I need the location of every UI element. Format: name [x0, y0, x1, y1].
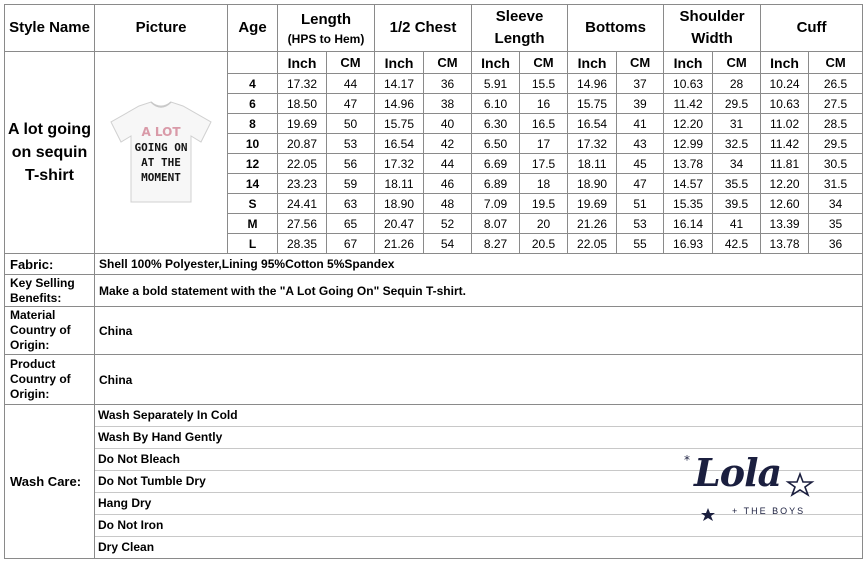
product-origin-value: China [95, 355, 863, 405]
measurement-cell-bottoms-in: 17.32 [568, 134, 617, 154]
unit-inch: Inch [472, 52, 520, 74]
wash-care-item: Dry Clean [98, 540, 155, 554]
measurement-cell-cuff-cm: 26.5 [809, 74, 863, 94]
wash-care-item: Wash Separately In Cold [95, 405, 862, 427]
measurement-cell-sleeve-in: 6.30 [472, 114, 520, 134]
measurement-cell-bottoms-in: 18.11 [568, 154, 617, 174]
material-origin-label: Material Country of Origin: [5, 307, 95, 355]
size-label: 6 [228, 94, 278, 114]
measurement-cell-sleeve-in: 8.27 [472, 234, 520, 254]
header-chest: 1/2 Chest [375, 5, 472, 52]
measurement-cell-sleeve-cm: 16.5 [520, 114, 568, 134]
tshirt-text-line2: GOING ON [134, 140, 188, 154]
measurement-cell-sleeve-in: 6.89 [472, 174, 520, 194]
measurement-cell-shoulder-cm: 41 [713, 214, 761, 234]
measurement-cell-shoulder-cm: 29.5 [713, 94, 761, 114]
measurement-cell-chest-in: 18.90 [375, 194, 424, 214]
asterisk-icon: * [684, 453, 690, 467]
measurement-cell-shoulder-in: 13.78 [664, 154, 713, 174]
header-age: Age [228, 5, 278, 52]
small-star-icon [701, 508, 715, 521]
measurement-cell-bottoms-in: 22.05 [568, 234, 617, 254]
measurement-cell-cuff-cm: 27.5 [809, 94, 863, 114]
wash-care-item: Do Not Bleach [95, 449, 862, 471]
measurement-cell-chest-in: 18.11 [375, 174, 424, 194]
header-length-label: Length [301, 11, 351, 28]
measurement-cell-bottoms-in: 14.96 [568, 74, 617, 94]
measurement-cell-cuff-in: 10.63 [761, 94, 809, 114]
measurement-cell-shoulder-in: 16.93 [664, 234, 713, 254]
unit-cm: CM [520, 52, 568, 74]
size-label: S [228, 194, 278, 214]
measurement-cell-bottoms-cm: 45 [617, 154, 664, 174]
material-origin-row [5, 307, 863, 355]
measurement-cell-bottoms-in: 21.26 [568, 214, 617, 234]
measurement-cell-bottoms-in: 16.54 [568, 114, 617, 134]
size-label: 8 [228, 114, 278, 134]
measurement-cell-len-cm: 67 [327, 234, 375, 254]
measurement-cell-shoulder-cm: 32.5 [713, 134, 761, 154]
measurement-cell-shoulder-cm: 34 [713, 154, 761, 174]
measurement-cell-chest-cm: 52 [424, 214, 472, 234]
size-label: 10 [228, 134, 278, 154]
measurement-cell-chest-in: 16.54 [375, 134, 424, 154]
measurement-cell-len-cm: 56 [327, 154, 375, 174]
wash-care-item: Wash By Hand Gently [95, 427, 862, 449]
measurement-cell-chest-cm: 36 [424, 74, 472, 94]
product-origin-row [5, 355, 863, 405]
size-label: 14 [228, 174, 278, 194]
wash-care-item: Do Not Iron [95, 515, 862, 537]
measurement-cell-cuff-in: 11.02 [761, 114, 809, 134]
measurement-cell-len-cm: 65 [327, 214, 375, 234]
header-length [278, 5, 375, 52]
header-bottoms: Bottoms [568, 5, 664, 52]
unit-cm: CM [424, 52, 472, 74]
measurement-cell-shoulder-cm: 35.5 [713, 174, 761, 194]
measurement-cell-sleeve-in: 8.07 [472, 214, 520, 234]
fabric-label: Fabric: [5, 254, 95, 275]
measurement-cell-cuff-cm: 29.5 [809, 134, 863, 154]
unit-inch: Inch [664, 52, 713, 74]
brand-logo [680, 450, 820, 525]
size-label: M [228, 214, 278, 234]
measurement-cell-len-in: 27.56 [278, 214, 327, 234]
unit-cm: CM [809, 52, 863, 74]
measurement-cell-len-in: 23.23 [278, 174, 327, 194]
measurement-cell-sleeve-cm: 16 [520, 94, 568, 114]
unit-inch: Inch [375, 52, 424, 74]
wash-care-item: Hang Dry [95, 493, 862, 515]
tshirt-text-line4: MOMENT [141, 170, 181, 184]
measurement-cell-shoulder-in: 10.63 [664, 74, 713, 94]
measurement-cell-bottoms-in: 18.90 [568, 174, 617, 194]
measurement-cell-bottoms-cm: 53 [617, 214, 664, 234]
unit-row [5, 52, 863, 74]
tshirt-image [101, 98, 221, 208]
measurement-cell-cuff-in: 11.42 [761, 134, 809, 154]
fabric-value: Shell 100% Polyester,Lining 95%Cotton 5%Spandex [95, 254, 863, 275]
measurement-cell-cuff-in: 13.39 [761, 214, 809, 234]
star-icon [788, 474, 812, 495]
benefits-label: Key Selling Benefits: [5, 275, 95, 307]
measurement-cell-chest-cm: 44 [424, 154, 472, 174]
header-length-sub: (HPS to Hem) [287, 32, 365, 46]
fabric-row [5, 254, 863, 275]
measurement-cell-cuff-cm: 28.5 [809, 114, 863, 134]
header-picture: Picture [95, 5, 228, 52]
measurement-cell-cuff-in: 11.81 [761, 154, 809, 174]
benefits-row [5, 275, 863, 307]
unit-inch: Inch [568, 52, 617, 74]
measurement-cell-cuff-in: 10.24 [761, 74, 809, 94]
measurement-cell-len-in: 20.87 [278, 134, 327, 154]
measurement-cell-len-cm: 50 [327, 114, 375, 134]
measurement-cell-sleeve-in: 5.91 [472, 74, 520, 94]
picture-cell [95, 52, 228, 254]
style-name-cell: A lot going on sequin T-shirt [5, 52, 95, 254]
measurement-cell-shoulder-in: 15.35 [664, 194, 713, 214]
measurement-cell-cuff-cm: 31.5 [809, 174, 863, 194]
measurement-cell-sleeve-cm: 15.5 [520, 74, 568, 94]
measurement-cell-chest-in: 14.17 [375, 74, 424, 94]
measurement-cell-len-cm: 47 [327, 94, 375, 114]
measurement-cell-cuff-cm: 30.5 [809, 154, 863, 174]
measurement-cell-sleeve-in: 6.50 [472, 134, 520, 154]
measurement-cell-len-in: 28.35 [278, 234, 327, 254]
measurement-cell-chest-cm: 54 [424, 234, 472, 254]
logo-tagline: + THE BOYS [732, 506, 806, 516]
wash-care-label: Wash Care: [5, 405, 95, 559]
measurement-cell-chest-in: 17.32 [375, 154, 424, 174]
measurement-cell-len-in: 17.32 [278, 74, 327, 94]
measurement-cell-sleeve-cm: 19.5 [520, 194, 568, 214]
measurement-cell-shoulder-in: 12.99 [664, 134, 713, 154]
header-shoulder: Shoulder Width [664, 5, 761, 52]
measurement-cell-bottoms-cm: 47 [617, 174, 664, 194]
unit-cm: CM [327, 52, 375, 74]
unit-inch: Inch [278, 52, 327, 74]
measurement-cell-bottoms-cm: 39 [617, 94, 664, 114]
measurement-cell-sleeve-in: 7.09 [472, 194, 520, 214]
measurement-cell-chest-cm: 42 [424, 134, 472, 154]
measurement-cell-chest-in: 15.75 [375, 114, 424, 134]
measurement-cell-shoulder-in: 16.14 [664, 214, 713, 234]
measurement-cell-len-in: 24.41 [278, 194, 327, 214]
measurement-cell-cuff-in: 13.78 [761, 234, 809, 254]
measurement-cell-shoulder-in: 11.42 [664, 94, 713, 114]
measurement-cell-bottoms-cm: 51 [617, 194, 664, 214]
header-sleeve: Sleeve Length [472, 5, 568, 52]
tshirt-text-line1: A LOT [141, 124, 181, 139]
measurement-cell-len-in: 19.69 [278, 114, 327, 134]
measurement-cell-shoulder-cm: 39.5 [713, 194, 761, 214]
wash-care-item: Do Not Tumble Dry [95, 471, 862, 493]
size-label: 12 [228, 154, 278, 174]
measurement-cell-sleeve-cm: 20 [520, 214, 568, 234]
header-cuff: Cuff [761, 5, 863, 52]
measurement-cell-sleeve-cm: 20.5 [520, 234, 568, 254]
measurement-cell-len-cm: 63 [327, 194, 375, 214]
measurement-cell-chest-in: 21.26 [375, 234, 424, 254]
measurement-cell-bottoms-cm: 37 [617, 74, 664, 94]
measurement-cell-sleeve-in: 6.69 [472, 154, 520, 174]
measurement-cell-len-in: 22.05 [278, 154, 327, 174]
measurement-cell-chest-in: 14.96 [375, 94, 424, 114]
size-label: L [228, 234, 278, 254]
unit-cm: CM [617, 52, 664, 74]
logo-script: Lola [694, 450, 782, 495]
measurement-cell-chest-cm: 38 [424, 94, 472, 114]
measurement-cell-chest-cm: 46 [424, 174, 472, 194]
measurement-cell-cuff-in: 12.60 [761, 194, 809, 214]
measurement-cell-chest-cm: 48 [424, 194, 472, 214]
measurement-cell-bottoms-cm: 43 [617, 134, 664, 154]
measurement-cell-len-cm: 59 [327, 174, 375, 194]
measurement-cell-bottoms-in: 15.75 [568, 94, 617, 114]
measurement-cell-bottoms-in: 19.69 [568, 194, 617, 214]
unit-age-blank [228, 52, 278, 74]
measurement-cell-chest-in: 20.47 [375, 214, 424, 234]
measurement-cell-sleeve-cm: 18 [520, 174, 568, 194]
measurement-cell-cuff-in: 12.20 [761, 174, 809, 194]
measurement-cell-cuff-cm: 34 [809, 194, 863, 214]
measurement-cell-shoulder-cm: 31 [713, 114, 761, 134]
header-style-name: Style Name [5, 5, 95, 52]
tshirt-text-line3: AT THE [141, 155, 181, 169]
measurement-cell-len-cm: 44 [327, 74, 375, 94]
measurement-cell-sleeve-in: 6.10 [472, 94, 520, 114]
measurement-cell-shoulder-cm: 42.5 [713, 234, 761, 254]
header-row [5, 5, 863, 52]
measurement-cell-shoulder-cm: 28 [713, 74, 761, 94]
material-origin-value: China [95, 307, 863, 355]
unit-cm: CM [713, 52, 761, 74]
measurement-cell-chest-cm: 40 [424, 114, 472, 134]
benefits-value: Make a bold statement with the "A Lot Going On" Sequin T-shirt. [95, 275, 863, 307]
measurement-cell-sleeve-cm: 17 [520, 134, 568, 154]
measurement-cell-cuff-cm: 36 [809, 234, 863, 254]
measurement-cell-sleeve-cm: 17.5 [520, 154, 568, 174]
measurement-cell-len-cm: 53 [327, 134, 375, 154]
measurement-cell-len-in: 18.50 [278, 94, 327, 114]
measurement-cell-shoulder-in: 14.57 [664, 174, 713, 194]
product-origin-label: Product Country of Origin: [5, 355, 95, 405]
unit-inch: Inch [761, 52, 809, 74]
measurement-cell-bottoms-cm: 55 [617, 234, 664, 254]
measurement-cell-shoulder-in: 12.20 [664, 114, 713, 134]
measurement-cell-cuff-cm: 35 [809, 214, 863, 234]
size-label: 4 [228, 74, 278, 94]
measurement-cell-bottoms-cm: 41 [617, 114, 664, 134]
